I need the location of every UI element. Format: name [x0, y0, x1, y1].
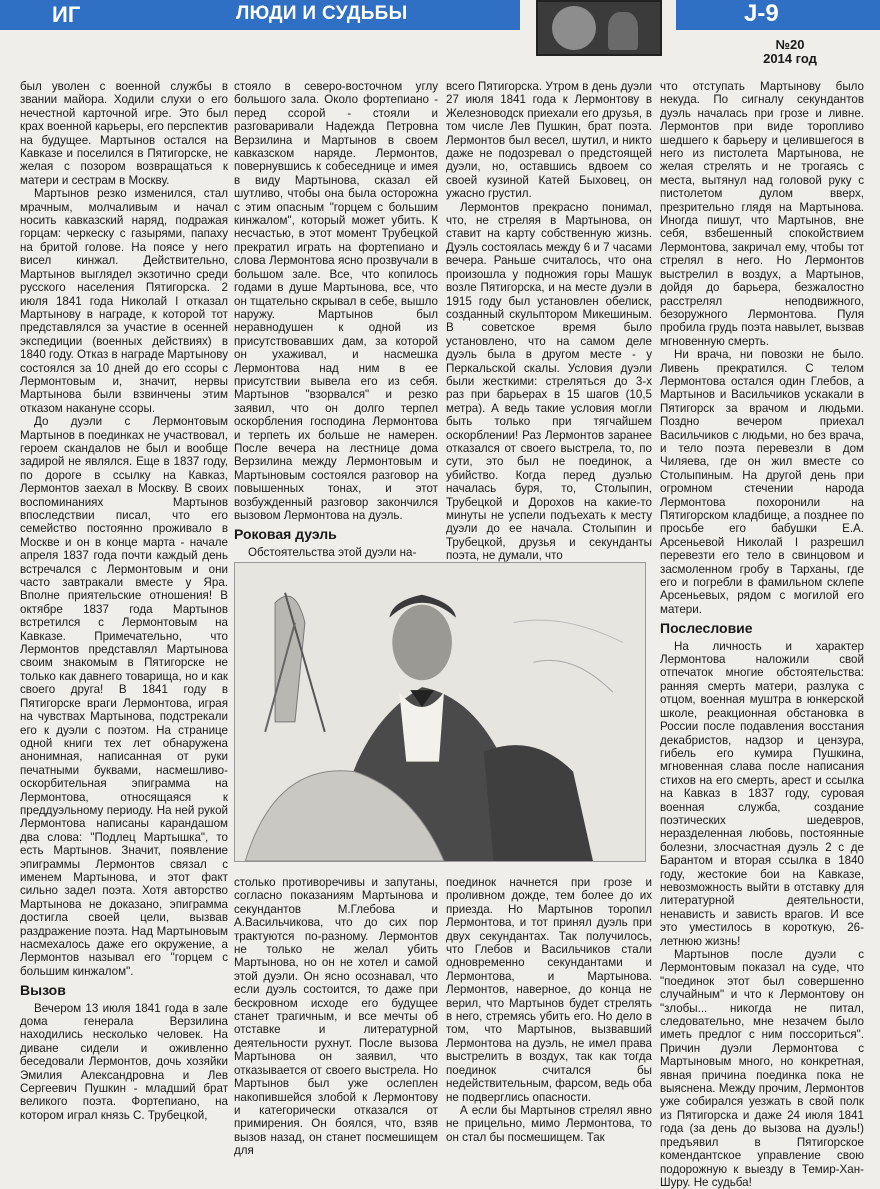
article-column-2 — [234, 80, 438, 559]
section-name: ЛЮДИ И СУДЬБЫ — [236, 3, 408, 24]
article-column-2-bottom — [234, 876, 438, 1156]
portrait-illustration — [234, 562, 646, 862]
paragraph: был уволен с военной службы в звании майора. Ходили слухи о его нечестной карточной игре. Это был крах военной карьеры, его перспектив на будущее. Мартынов остался на Кавказе и поселился в Пятигорске, не желая с позором возвращаться к матери и сестрам в Москву. — [20, 80, 228, 187]
globe-shape — [552, 6, 596, 50]
section-code: ИГ — [52, 2, 81, 27]
paragraph: Ни врача, ни повозки не было. Ливень прекратился. С телом Лермонтова остался один Глебов, а Мартынов и Васильчиков ускакали в Пятигорск за врачом и людьми. Поздно вечером приехал Васильчиков с людьми, но без врача, и тело поэта перевезли в дом Чиляева, где он жил вместе со Столыпиным. На другой день при огромном стечении народа Лермонтова похоронили на Пятигорском кладбище, а позднее по просьбе его бабушки Е.А. Арсеньевой Николай I разрешил перевезти его тело в свинцовом и засмоленном гробу в Тарханы, где его и погребли в фамильном склепе Арсеньевых, рядом с могилой его матери. — [660, 348, 864, 616]
subheading-afterword: Послесловие — [660, 620, 753, 637]
page-header — [0, 0, 880, 66]
article-column-4 — [660, 80, 864, 1189]
paragraph: Мартынов после дуэли с Лермонтовым показал на суде, что "поединок этот был совершенно случайным" и что к Лермонтову он "злобы... никогда не питал, следовательно, мне незачем было иметь предлог с ним поссориться". Причин дуэли Лермонтова с Мартыновым много, но конкретная, явная причина поединка пока не выяснена. Между прочим, Лермонтов уже собирался уезжать в свой полк из Пятигорска и даже 24 июля 1841 года (за день до вызова на дуэль!) предъявил в Пятигорское комендантское управление свою подорожную к выезду в Темир-Хан-Шуру. Не судьба! — [660, 948, 864, 1189]
paragraph: Лермонтов прекрасно понимал, что, не стреляя в Мартынова, он ставит на карту собственную жизнь. Дуэль состоялась между 6 и 7 часами вечера. Раньше считалось, что она произошла у подножия горы Машук возле Пятигорска, и на месте дуэли в 1915 году был установлен обелиск, созданный скульптором Микешиным. В советское время было установлено, что на самом деле дуэль была в другом месте - у Перкальской скалы. Условия дуэли были жесткими: стреляться до 3-х раз при барьерах в 15 шагов (10,5 метра). А ведь такие условия могли быть только при тягчайшем оскорблении! Раз Лермонтов заранее отказался от своего выстрела, то, по сути, это был не поединок, а убийство. Когда перед дуэлью началась буря, то, Столыпин, Трубецкой и Дорохов на какие-то минуты не успели подъехать к месту дуэли до ее начала. Столыпин и Трубецкой, друзья и секунданты поэта, не думали, что — [446, 200, 652, 563]
article-column-3 — [446, 80, 652, 563]
header-photo — [536, 0, 662, 56]
paragraph: Обстоятельства этой дуэли на- — [248, 545, 417, 559]
subheading-rokovaya-duel: Роковая дуэль — [234, 526, 337, 543]
paragraph: поединок начнется при грозе и проливном дожде, тем более до их приезда. Но Мартынов торопил Лермонтова, и тот принял дуэль при двух секундантах. Так получилось, что Глебов и Васильчиков стали одновременно секундантами и Лермонтова, и Мартынова. Лермонтов, наверное, до конца не верил, что Мартынов будет стрелять в него, стремясь убить его. Но дело в том, что Мартынов, вызвавший Лермонтова на дуэль, не имел права выстрелить в воздух, так как тогда поединок считался бы недействительным, фарсом, ведь оба не подверглись опасности. — [446, 876, 652, 1104]
paragraph: что отступать Мартынову было некуда. По сигналу секундантов дуэль началась при грозе и ливне. Лермонтов при виде торопливо шедшего к барьеру и целившегося в него из пистолета Мартынова, не желая стрелять и не трогаясь с места, вытянул над головой руку с пистолетом дулом вверх, презрительно глядя на Мартынова. Иногда пишут, что Мартынов, вне себя, взбешенный спокойствием Лермонтова, закричал ему, чтобы тот стрелял в него. Но Лермонтов выстрелил в воздух, а Мартынов, дойдя до барьера, безжалостно расстрелял неподвижного, безоружного Лермонтова. Пуля пробила грудь поэта навылет, вызвав мгновенную смерть. — [660, 80, 864, 348]
subheading-vyzov: Вызов — [20, 982, 66, 999]
issue-number: №20 — [775, 37, 805, 52]
page-number: J-9 — [744, 0, 779, 27]
article-column-3-bottom — [446, 876, 652, 1156]
paragraph: До дуэли с Лермонтовым Мартынов в поединках не участвовал, героем скандалов не был и вообще задирой не являлся. Еще в 1837 году, по дороге в ссылку на Кавказ, Лермонтов заехал в Москву. В своих воспоминаниях Мартынов впоследствии писал, что его семейство постоянно проживало в Москве и он в конце марта - начале апреля 1837 года почти каждый день встречался с Лермонтовым и они часто завтракали вместе у Яра. Вполне приятельские отношения! В октябре 1837 года Мартынов встретился с Лермонтовым на Кавказе. Примечательно, что Лермонтов представлял Мартынова своим знакомым в Пятигорске не только как давнего товарища, но и как своего друга! В 1841 году в Пятигорске враги Лермонтова, играя на чувствах Мартынова, подстрекали его к дуэли с поэтом. На странице одной книги тех лет обнаружена анонимная, написанная от руки печатными буквами, насмешливо-оскорбительная эпиграмма на Лермонтова, относящаяся к преддуэльному периоду. На ней рукой Лермонтова написаны карандашом два слова: "Подлец Мартышка", то есть Мартынов. Значит, появление эпиграммы Лермонтов связал с именем Мартынова, и этот факт сильно задел поэта. Хотя авторство Мартынова не доказано, эпиграмма достигла своей цели, вызвав раздражение поэта. Над Мартыновым насмехалось даже его окружение, а Лермонтов называл его "горцем с большим кинжалом". — [20, 415, 228, 978]
paragraph: А если бы Мартынов стрелял явно не прицельно, мимо Лермонтова, то он стал бы посмешищем. Так — [446, 1103, 652, 1144]
paragraph: столько противоречивы и запутаны, согласно показаниям Мартынова и секундантов М.Глебова и А.Васильчикова, что до сих пор трактуются по-разному. Лермонтов не только не желал убить Мартынова, но он не хотел и самой этой дуэли. Он ясно осознавал, что если дуэль состоится, то даже при бескровном исходе его будущее станет трагичным, и все мечты об отставке и литературной деятельности рухнут. После вызова Мартынова он заявил, что отказывается от своего выстрела. Но Мартынов был уже ослеплен накопившейся злобой к Лермонтову и категорически отказался от примирения. Он боялся, что, взяв вызов назад, он станет посмешищем для — [234, 876, 438, 1158]
paragraph: На личность и характер Лермонтова наложили свой отпечаток многие обстоятельства: ранняя смерть матери, разлука с отцом, военная муштра в юнкерской школе, реакционная обстановка в России после подавления восстания декабристов, надзор и цензура, гибель его кумира Пушкина, мгновенная слава после написания стихов на его смерть, арест и ссылка на Кавказ в 1837 году, суровая военная служба, создание поэтических шедевров, неразделенная любовь, постоянные болезни, злосчастная дуэль 2 с де Барантом и вторая ссылка в 1840 году, жестокие бои на Кавказе, невозможность выйти в отставку для литературной деятельности, ненависть и зависть врагов. И все это уместилось в короткую, 26-летнюю жизнь! — [660, 639, 864, 948]
issue-year: 2014 год — [763, 51, 817, 66]
issue-info — [740, 38, 840, 66]
figure-shape — [608, 12, 638, 50]
paragraph: стояло в северо-восточном углу большого зала. Около фортепиано - перед ссорой - стояли и разговаривали Надежда Петровна Верзилина и Мартынов в своем кавказском наряде. Лермонтов, повернувшись к собеседнице и имея в виду Мартынова, сказал ей шутливо, чтобы она была осторожна с этим опасным "горцем с большим кинжалом", который может убить. К несчастью, в этот момент Трубецкой прекратил играть на фортепиано и слова Лермонтова ясно прозвучали в большом зале. Все, что копилось годами в душе Мартынова, все, что он тщательно скрывал в себе, вышло наружу. Мартынов был неравнодушен к одной из присутствовавших дам, за которой он ухаживал, и насмешка Лермонтова над ним в ее присутствии вывела его из себя. Мартынов "взорвался" и резко заявил, что он долго терпел оскорбления господина Лермонтова и терпеть их больше не намерен. После вечера на лестнице дома Верзилина между Лермонтовым и Мартыновым состоялся разговор на повышенных тонах, и этот возбужденный разговор закончился вызовом Лермонтова на дуэль. — [234, 80, 438, 522]
portrait-drawing — [235, 563, 645, 861]
paragraph: Вечером 13 июля 1841 года в зале дома генерала Верзилина находились несколько человек. На диване сидели и оживленно беседовали Лермонтов, дочь хозяйки Эмилия Александровна и Лев Сергеевич Пушкин - младший брат великого поэта. Фортепиано, на котором играл князь С. Трубецкой, — [20, 1001, 228, 1122]
paragraph: Мартынов резко изменился, стал мрачным, молчаливым и начал носить кавказский наряд, подражая горцам: черкеску с газырями, папаху на бритой голове. На поясе у него висел кинжал. Действительно, Мартынов выглядел экзотично среди русского населения Пятигорска. 2 июля 1841 года Николай I отказал Мартынову в награде, к которой тот представлялся за участие в осенней экспедиции (военных действиях) в 1840 году. Отказ в награде Мартынову состоялся за 10 дней до его ссоры с Лермонтовым и, значит, нервы Мартынова были взвинчены этим отказом накануне ссоры. — [20, 187, 228, 415]
article-column-1 — [20, 80, 228, 1155]
paragraph: всего Пятигорска. Утром в день дуэли 27 июля 1841 года к Лермонтову в Железноводск приехали его друзья, в том числе Лев Пушкин, брат поэта. Лермонтов был весел, шутил, и никто даже не подозревал о предстоящей дуэли, но, оставшись вдвоем со своей кузиной Катей Быховец, он ужасно грустил. — [446, 80, 652, 201]
